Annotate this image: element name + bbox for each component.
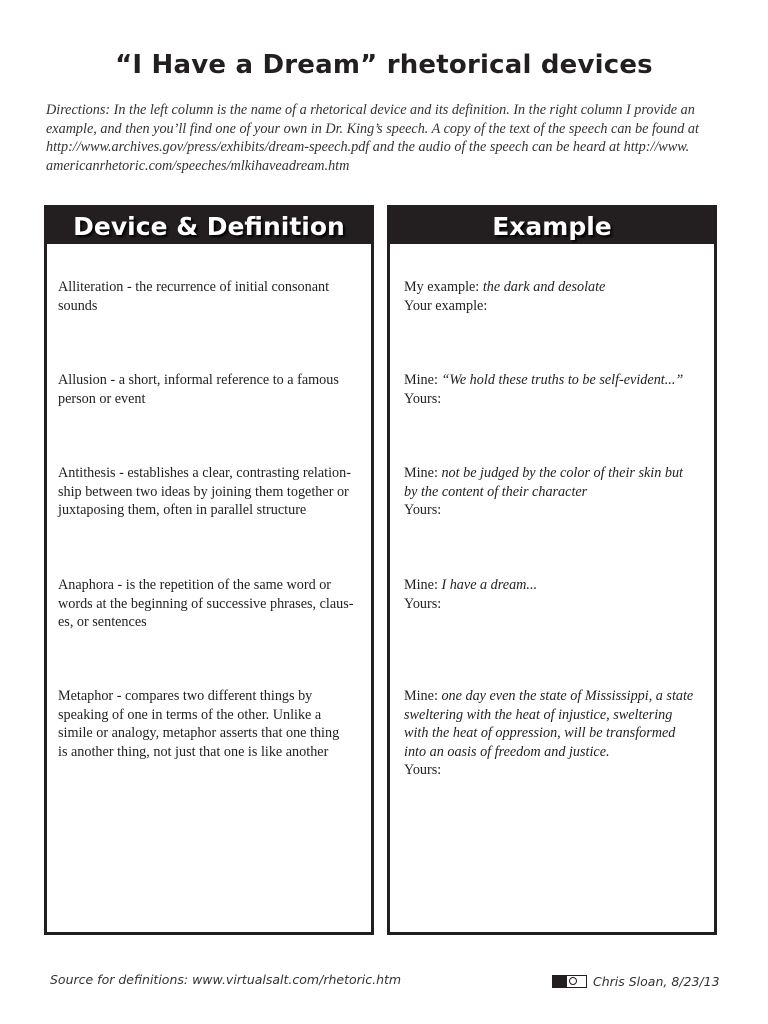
directions (46, 101, 722, 175)
definition-line: Antithesis - establishes a clear, contrasting relation- (58, 465, 351, 481)
yours-label: Yours: (404, 595, 442, 612)
example-label: Mine: (404, 577, 438, 593)
page-title: “I Have a Dream” rhetorical devices (115, 50, 653, 80)
device-definition-column (44, 205, 374, 935)
yours-label: Yours: (404, 390, 442, 407)
yours-label: Yours: (404, 762, 442, 779)
example-anaphora (404, 576, 710, 613)
example-antithesis (404, 464, 710, 520)
device-definition-metaphor (58, 687, 368, 761)
definition-line: es, or sentences (58, 614, 147, 631)
example-text: I have a dream... (441, 577, 538, 593)
example-text: “We hold these truths to be self-evident...” (441, 372, 684, 388)
yours-label: Your example: (404, 297, 488, 314)
example-text: by the content of their character (404, 483, 588, 500)
example-text: not be judged by the color of their skin but (441, 465, 683, 481)
example-text: into an oasis of freedom and justice. (404, 743, 610, 760)
directions-line: http://www.archives.gov/press/exhibits/dream-speech.pdf and the audio of the speech can be heard at http://www. (46, 139, 690, 156)
directions-line: example, and then you’ll find one of your own in Dr. King’s speech. A copy of the text of the speech can be found at (46, 120, 699, 137)
definition-line: ship between two ideas by joining them together or (58, 483, 349, 500)
definition-line: Alliteration - the recurrence of initial consonant (58, 279, 330, 295)
definition-line: words at the beginning of successive phrases, claus- (58, 595, 354, 612)
definition-line: Metaphor - compares two different things by (58, 688, 313, 704)
example-text: with the heat of oppression, will be transformed (404, 725, 676, 742)
definition-line: Anaphora - is the repetition of the same word or (58, 577, 332, 593)
example-label: My example: (404, 279, 480, 295)
example-alliteration (404, 278, 710, 315)
directions-line: americanrhetoric.com/speeches/mlkihaveadream.htm (46, 157, 350, 174)
device-definition-allusion (58, 371, 368, 408)
device-definition-antithesis (58, 464, 368, 520)
example-text: the dark and desolate (482, 279, 606, 295)
example-column (387, 205, 717, 935)
example-label: Mine: (404, 372, 438, 388)
example-text: sweltering with the heat of injustice, sweltering (404, 706, 673, 723)
device-definition-alliteration (58, 278, 368, 315)
device-definition-header: Device & Definition (47, 208, 371, 244)
directions-line: Directions: In the left column is the name of a rhetorical device and its definition. In the right column I provide an (46, 102, 695, 118)
example-text: one day even the state of Mississippi, a state (441, 688, 694, 704)
example-allusion (404, 371, 710, 408)
definition-line: is another thing, not just that one is like another (58, 743, 329, 760)
example-metaphor (404, 687, 710, 780)
credit-text: Chris Sloan, 8/23/13 (593, 974, 720, 989)
definition-line: Allusion - a short, informal reference to a famous (58, 372, 339, 388)
definition-line: juxtaposing them, often in parallel structure (58, 502, 307, 519)
definition-line: person or event (58, 390, 146, 407)
example-label: Mine: (404, 688, 438, 704)
example-header: Example (390, 208, 714, 244)
example-label: Mine: (404, 465, 438, 481)
definition-line: sounds (58, 297, 98, 314)
definition-line: simile or analogy, metaphor asserts that one thing (58, 725, 340, 742)
credit-footer (552, 974, 720, 989)
device-definition-anaphora (58, 576, 368, 632)
definition-line: speaking of one in terms of the other. Unlike a (58, 706, 322, 723)
yours-label: Yours: (404, 502, 442, 519)
source-footer: Source for definitions: www.virtualsalt.com/rhetoric.htm (50, 972, 402, 987)
creative-commons-icon (552, 975, 587, 988)
